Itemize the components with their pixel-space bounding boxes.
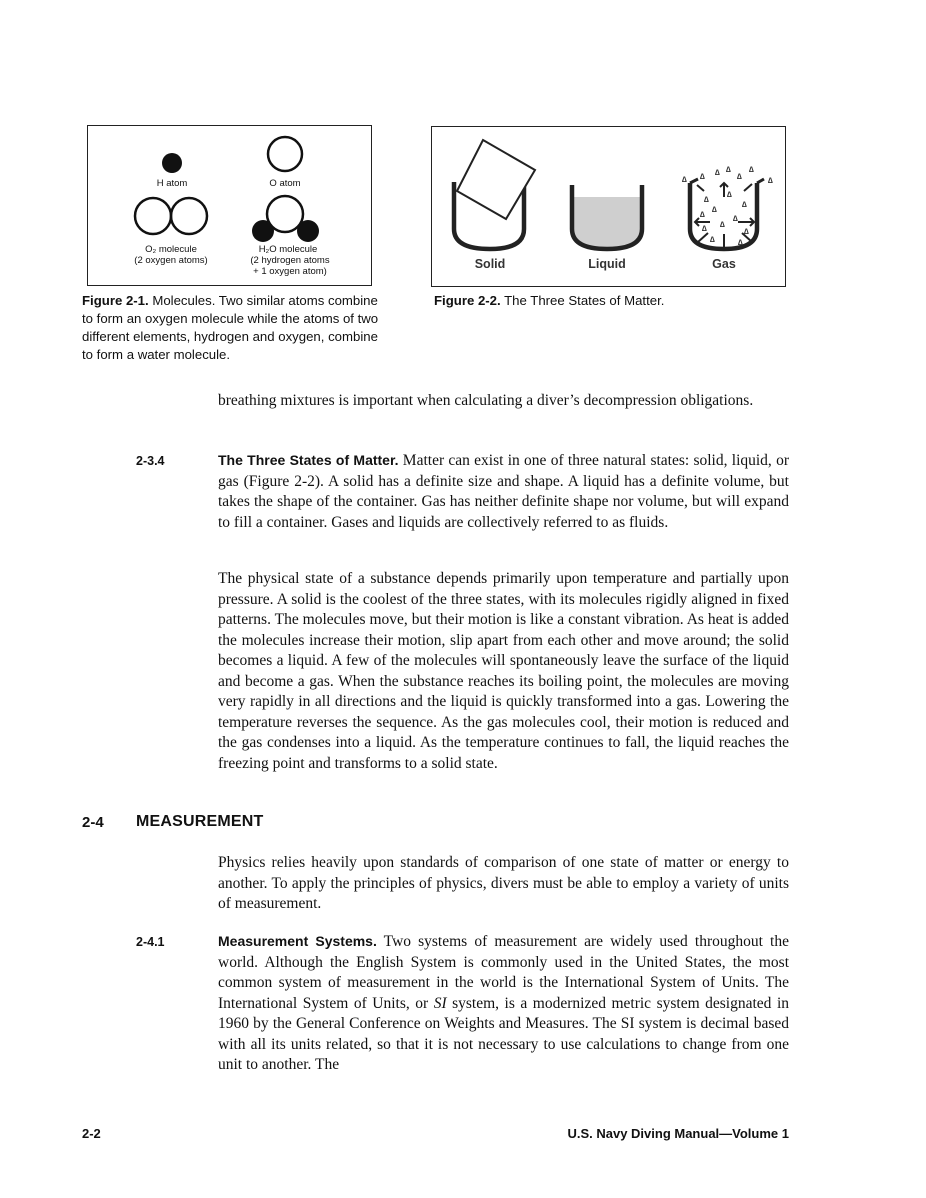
label-o2-molecule: O₂ molecule	[145, 244, 197, 255]
svg-text:∆: ∆	[700, 172, 705, 181]
svg-text:∆: ∆	[742, 200, 747, 209]
solid-container-icon	[454, 140, 535, 249]
label-gas: Gas	[712, 257, 736, 271]
section-number-2-4: 2-4	[82, 814, 104, 831]
section-2-3-4-text: Matter can exist in one of three natural states: solid, liquid, or gas (Figure 2-2). A solid has a definite size and shape. A liquid has a definite volume, but takes the shape of the container. Gas has neither definite shape nor volume, but will expand to fill a container. Gases and liquids are collectively referred to as fluids.	[218, 452, 789, 531]
figure-2-1-caption-text: Molecules. Two similar atoms combine to form an oxygen molecule while the atoms of two different elements, hydrogen and oxygen, combine to form a water molecule.	[82, 293, 379, 362]
section-number-2-4-1: 2-4.1	[136, 935, 165, 949]
states-of-matter-diagram	[432, 127, 785, 286]
svg-text:∆: ∆	[727, 190, 732, 199]
svg-text:∆: ∆	[682, 175, 687, 184]
svg-text:∆: ∆	[720, 220, 725, 229]
section-2-4-1-text-b: system, is a modernized metric system designated in 1960 by the General Conference on Weights and Measures. The SI system is decimal based with all its units related, so that it is not necessary to use calculations to change from one unit to another. The	[218, 994, 789, 1073]
section-2-4-1-paragraph	[218, 931, 789, 1076]
svg-text:∆: ∆	[726, 165, 731, 174]
gas-container-icon	[682, 165, 773, 249]
figure-2-2-caption	[434, 292, 754, 310]
section-2-3-4-paragraph	[218, 450, 789, 533]
o2-molecule-icon	[135, 198, 207, 234]
svg-text:∆: ∆	[738, 238, 743, 247]
svg-text:∆: ∆	[749, 165, 754, 174]
label-o-atom: O atom	[269, 178, 301, 189]
molecules-diagram	[88, 126, 371, 285]
figure-2-1-caption	[82, 292, 382, 364]
section-heading-measurement: MEASUREMENT	[136, 813, 264, 830]
liquid-container-icon	[572, 185, 642, 249]
page-number: 2-2	[82, 1126, 101, 1141]
svg-text:∆: ∆	[715, 168, 720, 177]
label-h2o-molecule: H₂O molecule	[258, 244, 318, 255]
figure-2-2-caption-text: The Three States of Matter.	[500, 293, 665, 308]
document-title: U.S. Navy Diving Manual—Volume 1	[567, 1126, 789, 1141]
svg-text:∆: ∆	[710, 235, 715, 244]
svg-text:∆: ∆	[768, 176, 773, 185]
figure-molecules	[87, 125, 372, 286]
svg-text:∆: ∆	[704, 195, 709, 204]
section-2-3-4-title: The Three States of Matter.	[218, 452, 399, 468]
oxygen-atom-icon	[268, 137, 302, 171]
label-liquid: Liquid	[588, 257, 626, 271]
svg-text:∆: ∆	[700, 210, 705, 219]
section-2-4-1-text-a: Two systems of measurement are widely used throughout the world. Although the English System is commonly used in the United States, the most common system of measurement in the world is the International System of Units. The International System of Units, or	[218, 933, 789, 1012]
section-number-2-3-4: 2-3.4	[136, 454, 165, 468]
label-h2o-description-2: + 1 oxygen atom)	[253, 266, 327, 277]
figure-2-2-caption-label: Figure 2-2.	[434, 293, 501, 308]
figure-2-1-caption-label: Figure 2-1.	[82, 293, 149, 308]
label-o2-description: (2 oxygen atoms)	[134, 255, 208, 266]
label-h2o-description-1: (2 hydrogen atoms	[250, 255, 330, 266]
hydrogen-atom-icon	[162, 153, 182, 173]
paragraph-physical-state: The physical state of a substance depends primarily upon temperature and partially upon pressure. A solid is the coolest of the three states, with its molecules rigidly aligned in fixed patterns. The molecules move, but their motion is like a constant vibration. As heat is added the molecules increase their motion, slip apart from each other and move around; the solid becomes a liquid. A few of the molecules will spontaneously leave the surface of the liquid and become a gas. When the substance reaches its boiling point, the molecules are moving very rapidly in all directions and the liquid is quickly transformed into a gas. Lowering the temperature reverses the sequence. As the gas molecules cool, their motion is reduced and the gas condenses into a liquid. As the temperature continues to fall, the liquid reaches the freezing point and transforms to a solid state.	[218, 570, 789, 772]
svg-text:∆: ∆	[737, 172, 742, 181]
svg-text:∆: ∆	[702, 224, 707, 233]
section-2-4-1-title: Measurement Systems.	[218, 933, 377, 949]
svg-text:∆: ∆	[712, 205, 717, 214]
svg-text:∆: ∆	[733, 214, 738, 223]
label-solid: Solid	[474, 257, 506, 271]
figure-states-of-matter	[431, 126, 786, 287]
paragraph-continued: breathing mixtures is important when calculating a diver’s decompression obligations.	[218, 392, 754, 409]
si-abbreviation: SI	[433, 994, 447, 1012]
label-h-atom: H atom	[156, 178, 188, 189]
svg-text:∆: ∆	[744, 227, 749, 236]
h2o-molecule-icon	[252, 196, 319, 242]
section-2-4-paragraph: Physics relies heavily upon standards of comparison of one state of matter or energy to another. To apply the principles of physics, divers must be able to employ a variety of units of measurement.	[218, 854, 789, 912]
